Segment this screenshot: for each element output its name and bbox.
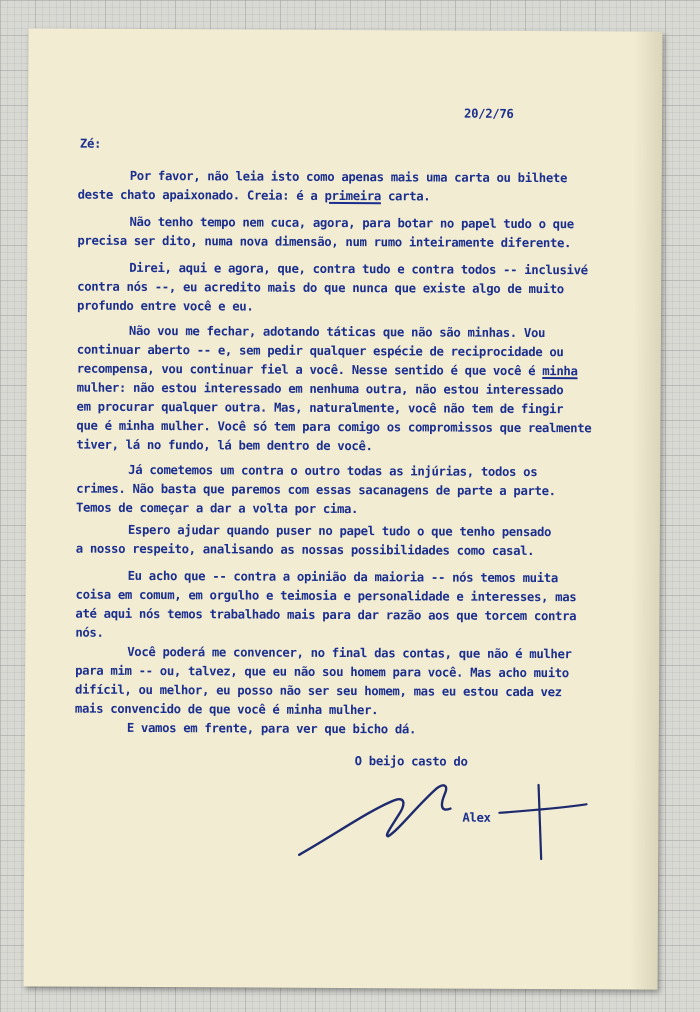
text-line: Não vou me fechar, adotando táticas que não são minhas. Vou <box>128 323 546 341</box>
text-line: a nosso respeito, analisando as nossas possibilidades como casal. <box>75 541 535 559</box>
text-line: nós. <box>75 625 104 640</box>
text-line: deste chato apaixonado. Creia: é a primeira carta. <box>77 187 431 204</box>
paragraph-5 <box>76 461 556 521</box>
text-line: que é minha mulher. Você só tem para comigo os compromissos que realmente <box>76 418 592 436</box>
text-line: crimes. Não basta que paremos com essas sacanagens de parte a parte. <box>76 481 556 499</box>
signature-typed-name: Alex <box>462 810 491 825</box>
text-line: Eu acho que -- contra a opinião da maioria -- nós temos muita <box>127 568 558 586</box>
text-line: contra nós --, eu acredito mais do que nunca que existe algo de muito <box>77 279 564 297</box>
paragraph-8 <box>75 643 572 722</box>
text-line: para mim -- ou, talvez, que eu não sou homem para você. Mas acho muito <box>75 663 569 681</box>
paragraph-9 <box>75 719 416 740</box>
text-line: Direi, aqui e agora, que, contra tudo e contra todos -- inclusivé <box>129 260 588 278</box>
text-line: Você poderá me convencer, no final das contas, que não é mulher <box>127 644 572 662</box>
underlined-word: primeira <box>324 188 381 204</box>
text-line: coisa em comum, em orgulho e teimosia e personalidade e interesses, mas <box>75 587 577 605</box>
text-line: profundo entre você e eu. <box>77 298 254 314</box>
paragraph-3 <box>77 259 588 319</box>
paragraph-2 <box>77 213 574 254</box>
text-line: mulher: não estou interessado em nenhuma outra, não estou interessado <box>76 380 564 398</box>
paragraph-7 <box>75 567 576 646</box>
letter-date: 20/2/76 <box>464 106 514 121</box>
text-line: Espero ajudar quando puser no papel tudo o que tenho pensado <box>127 522 552 540</box>
text-line: tiver, lá no fundo, lá bem dentro de você. <box>76 437 373 454</box>
text-line: difícil, ou melhor, eu posso não ser seu homem, mas eu estou cada vez <box>75 682 562 700</box>
text-line: Temos de começar a dar a volta por cima. <box>75 500 359 517</box>
paragraph-1 <box>78 167 568 208</box>
salutation: Zé: <box>79 136 102 151</box>
text-line: em procurar qualquer outra. Mas, naturalmente, você não tem de fingir <box>76 399 564 417</box>
text-line: E vamos em frente, para ver que bicho dá. <box>126 720 417 737</box>
text-line: mais convencido de que você é minha mulher. <box>74 701 379 718</box>
underlined-word: minha <box>542 364 578 379</box>
text-line: Por favor, não leia isto como apenas mais uma carta ou bilhete <box>129 168 568 186</box>
text-line: até aqui nós temos trabalhado mais para dar razão aos que torcem contra <box>75 606 577 624</box>
paragraph-6 <box>76 521 551 561</box>
closing-line: O beijo casto do <box>354 754 468 769</box>
paragraph-4 <box>76 322 592 458</box>
text-line: Não tenho tempo nem cuca, agora, para botar no papel tudo o que <box>129 214 574 232</box>
text-line: continuar aberto -- e, sem pedir qualquer espécie de reciprocidade ou <box>76 342 564 360</box>
text-line: recompensa, vou continuar fiel a você. Nesse sentido é que você é minha <box>76 361 578 379</box>
text-line: precisa ser dito, numa nova dimensão, num rumo inteiramente diferente. <box>77 233 572 251</box>
handwritten-signature <box>294 770 595 882</box>
letter-page <box>23 28 662 989</box>
text-line: Já cometemos um contra o outro todas as injúrias, todos os <box>128 462 538 480</box>
